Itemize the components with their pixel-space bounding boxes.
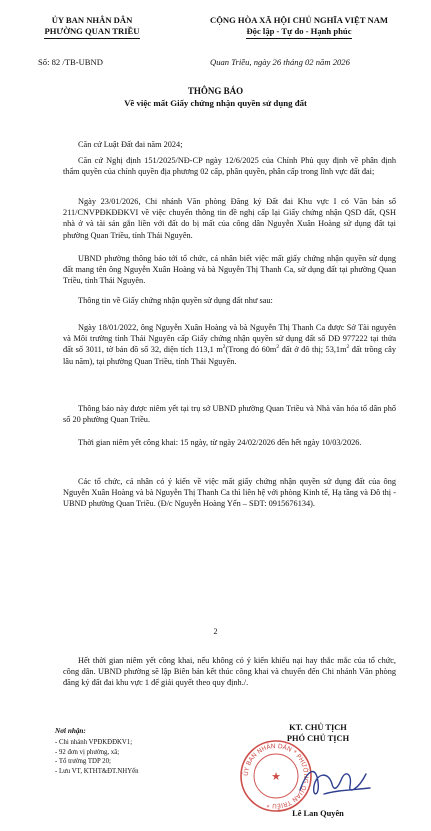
paragraph-certificate-details: Ngày 18/01/2022, ông Nguyễn Xuân Hoàng và bà Nguyễn Thị Thanh Ca được Sở Tài nguyên và Môi trường tỉnh Thái Nguyên cấp Giấy chứng nhận quyền sử dụng đất số DĐ 977222 tại thửa đất số 3011, tờ bản đồ số 32, diện tích 113,1 $m^2(Trong$ đó $60m^2$ đất ở đô thị; $53,1m^2$ đất trồng cây lâu năm), tại phường Quan Triều, tỉnh Thái Nguyên. — [63, 323, 396, 366]
recipient-item: - Chi nhánh VPĐKĐĐKV1; — [55, 739, 133, 746]
recipient-item: - 92 đơn vị phường, xã; — [55, 748, 120, 756]
svg-text:★: ★ — [271, 771, 281, 783]
document-subtitle: Về việc mất Giấy chứng nhận quyền sử dụng đất — [124, 98, 307, 108]
paragraph-contact: Các tổ chức, cá nhân có ý kiến về việc mất giấy chứng nhận quyền sử dụng đất của ông Nguyễn Xuân Hoàng và bà Nguyễn Thị Thanh Ca thì liên hệ với phòng Kinh tế, Hạ tầng và Đô thị - UBND phường Quan Triều. (Đ/c Nguyễn Hoàng Yến – SĐT: 0915676134). — [63, 477, 396, 509]
document-title: THÔNG BÁO — [187, 86, 244, 96]
paragraph-legal-basis-1: Căn cứ Luật Đất đai năm 2024; — [78, 140, 183, 149]
issuer-block — [22, 15, 162, 39]
document-number: Số: 82 /TB-UBND — [38, 57, 103, 67]
signature-block — [258, 722, 378, 744]
nation-name: CỘNG HÒA XÃ HỘI CHỦ NGHĨA VIỆT NAM — [209, 15, 389, 25]
paragraph-info-intro: Thông tin về Giấy chứng nhận quyền sử dụng đất như sau: — [78, 296, 273, 305]
handwritten-signature — [294, 760, 374, 804]
signer-name: Lê Lan Quyên — [292, 809, 344, 818]
recipients-heading: Nơi nhận: — [55, 727, 86, 735]
paragraph-background: Ngày 23/01/2026, Chi nhánh Văn phòng Đăng ký Đất đai Khu vực I có Văn bản số 211/CNVPĐKĐĐKVI về việc chuyển thông tin đề nghị cấp lại Giấy chứng nhận QSD đất, QSH nhà ở và tài sản gắn liền với đất do bị mất của công dân Nguyễn Xuân Hoàng sử dụng đất tại phường Quan Triều, tỉnh Thái Nguyên. — [63, 197, 396, 240]
paragraph-posting-period: Thời gian niêm yết công khai: 15 ngày, từ ngày 24/02/2026 đến hết ngày 10/03/2026. — [78, 438, 362, 447]
issuer-line-1: ỦY BAN NHÂN DÂN — [51, 15, 133, 25]
nation-motto: Độc lập - Tự do - Hạnh phúc — [246, 26, 351, 39]
recipient-item: - Lưu VT, KTHT&ĐT.NHYến — [55, 767, 139, 775]
paragraph-legal-basis-2: Căn cứ Nghị định 151/2025/NĐ-CP ngày 12/6/2025 của Chính Phủ quy định về phân định thẩm quyền của chính quyền địa phương 02 cấp, phân quyền, phân cấp trong lĩnh vực đất đai; — [63, 156, 396, 177]
paragraph-conclusion: Hết thời gian niêm yết công khai, nếu không có ý kiến khiếu nại hay thắc mắc của tổ chức, công dân. UBND phường sẽ lập Biên bản kết thúc công khai và chuyển đến Chi nhánh Văn phòng đăng ký đất đai khu vực 1 để giải quyết theo quy định./. — [63, 656, 396, 688]
place-and-date: Quan Triều, ngày 26 tháng 02 năm 2026 — [210, 57, 350, 67]
issuer-line-2: PHƯỜNG QUAN TRIỀU — [44, 26, 139, 39]
national-motto-block — [168, 15, 430, 39]
paragraph-announcement: UBND phường thông báo tới tổ chức, cá nhân biết việc mất giấy chứng nhận quyền sử dụng đất mang tên ông Nguyễn Xuân Hoàng và bà Nguyễn Thị Thanh Ca, sử dụng đất tại phường Quan Triều, tỉnh Thái Nguyên. — [63, 254, 396, 286]
signature-title: PHÓ CHỦ TỊCH — [286, 734, 350, 743]
recipients-list — [55, 738, 139, 776]
page-number: 2 — [213, 627, 218, 636]
seal-ring-text: ỦY BAN NHÂN DÂN * PHƯỜNG QUAN TRIỀU * — [242, 742, 310, 810]
paragraph-posting-location: Thông báo này được niêm yết tại trụ sở UBND phường Quan Triều và Nhà văn hóa tổ dân phố số 20 phường Quan Triều. — [63, 404, 396, 425]
recipient-item: - Tổ trường TDP 20; — [55, 758, 111, 766]
signature-authority: KT. CHỦ TỊCH — [289, 723, 347, 732]
